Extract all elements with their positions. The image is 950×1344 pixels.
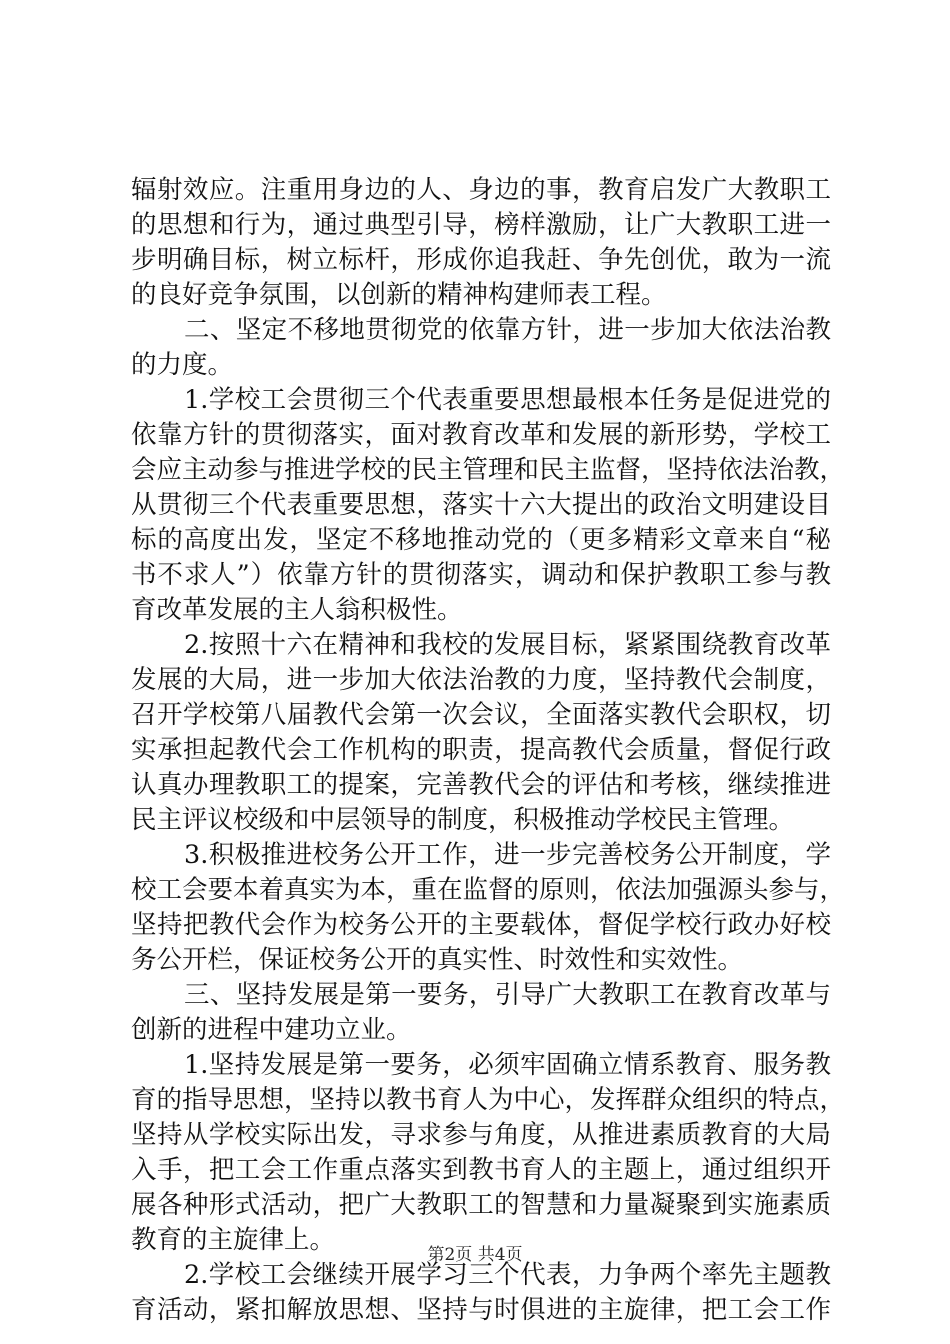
- text-line: 认真办理教职工的提案，完善教代会的评估和考核，继续推进: [131, 770, 831, 800]
- text-line: 育的指导思想，坚持以教书育人为中心，发挥群众组织的特点，: [131, 1085, 846, 1115]
- text-line: 育活动，紧扣解放思想、坚持与时俱进的主旋律，把工会工作: [131, 1295, 831, 1325]
- text-line: 务公开栏，保证校务公开的真实性、时效性和实效性。: [131, 945, 744, 975]
- text-line: 民主评议校级和中层领导的制度，积极推动学校民主管理。: [131, 805, 795, 835]
- text-line: 创新的进程中建功立业。: [131, 1015, 412, 1045]
- text-line: 校工会要本着真实为本，重在监督的原则，依法加强源头参与，: [131, 875, 846, 905]
- text-line: 的良好竞争氛围，以创新的精神构建师表工程。: [131, 280, 667, 310]
- text-line: 标的高度出发，坚定不移地推动党的（更多精彩文章来自“秘: [131, 525, 831, 555]
- text-line: 二、坚定不移地贯彻党的依靠方针，进一步加大依法治教: [184, 315, 831, 345]
- text-line: 从贯彻三个代表重要思想，落实十六大提出的政治文明建设目: [131, 490, 831, 520]
- text-line: 步明确目标，树立标杆，形成你追我赶、争先创优，敢为一流: [131, 245, 831, 275]
- text-line: 育改革发展的主人翁积极性。: [131, 595, 463, 625]
- text-line: 3.积极推进校务公开工作，进一步完善校务公开制度，学: [184, 840, 831, 870]
- text-line: 会应主动参与推进学校的民主管理和民主监督，坚持依法治教，: [131, 455, 846, 485]
- text-line: 入手，把工会工作重点落实到教书育人的主题上，通过组织开: [131, 1155, 831, 1185]
- text-line: 实承担起教代会工作机构的职责，提高教代会质量，督促行政: [131, 735, 831, 765]
- text-line: 展各种形式活动，把广大教职工的智慧和力量凝聚到实施素质: [131, 1190, 831, 1220]
- text-line: 2.按照十六在精神和我校的发展目标，紧紧围绕教育改革: [184, 630, 831, 660]
- text-line: 1.坚持发展是第一要务，必须牢固确立情系教育、服务教: [184, 1050, 831, 1080]
- text-line: 2.学校工会继续开展学习三个代表，力争两个率先主题教: [184, 1260, 831, 1290]
- text-line: 书不求人”）依靠方针的贯彻落实，调动和保护教职工参与教: [131, 560, 831, 590]
- text-line: 坚持从学校实际出发，寻求参与角度，从推进素质教育的大局: [131, 1120, 831, 1150]
- document-body: [131, 173, 846, 1328]
- text-line: 教育的主旋律上。: [131, 1225, 336, 1255]
- text-line: 召开学校第八届教代会第一次会议，全面落实教代会职权，切: [131, 700, 831, 730]
- text-line: 的思想和行为，通过典型引导，榜样激励，让广大教职工进一: [131, 210, 831, 240]
- text-line: 辐射效应。注重用身边的人、身边的事，教育启发广大教职工: [131, 175, 831, 205]
- text-line: 依靠方针的贯彻落实，面对教育改革和发展的新形势，学校工: [131, 420, 831, 450]
- text-line: 的力度。: [131, 350, 234, 380]
- text-line: 三、坚持发展是第一要务，引导广大教职工在教育改革与: [184, 980, 831, 1010]
- text-line: 坚持把教代会作为校务公开的主要载体，督促学校行政办好校: [131, 910, 831, 940]
- page-footer: 第2页 共4页: [427, 1245, 523, 1265]
- text-line: 1.学校工会贯彻三个代表重要思想最根本任务是促进党的: [184, 385, 831, 415]
- text-line: 发展的大局，进一步加大依法治教的力度，坚持教代会制度，: [131, 665, 831, 695]
